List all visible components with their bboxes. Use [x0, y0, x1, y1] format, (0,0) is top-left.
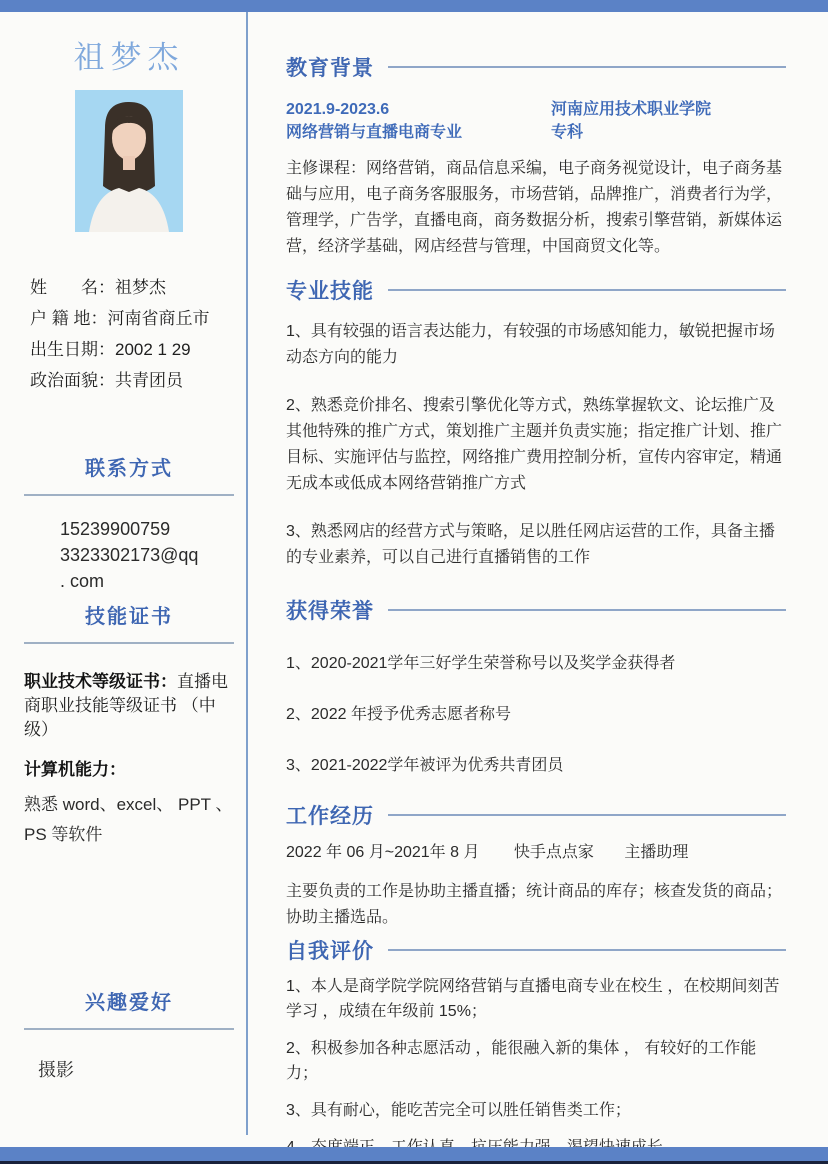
contact-section: [24, 452, 234, 594]
info-row-hometown: [30, 303, 234, 334]
right-column: [286, 52, 786, 1160]
info-value: 2002 1 29: [115, 340, 191, 359]
education-major: 网络营销与直播电商专业: [286, 124, 463, 141]
honor-item-3: 3、2021-2022学年被评为优秀共青团员: [286, 757, 564, 774]
skills-section-title: 专业技能: [286, 280, 374, 303]
info-row-name: [30, 272, 234, 303]
section-rule: [388, 949, 786, 951]
education-right-block: [551, 98, 786, 144]
work-entry: [286, 839, 786, 862]
education-left-block: [286, 98, 551, 144]
certificate-value: 直播电商职业技能等级证书 （中级）: [24, 672, 228, 739]
left-column: [24, 38, 234, 1082]
skill-item-1: 1、具有较强的语言表达能力，有较强的市场感知能力，敏锐把握市场动态方向的能力: [286, 323, 775, 366]
education-school: 河南应用技术职业学院: [551, 101, 712, 118]
certificates-section: [24, 600, 234, 850]
info-value: 河南省商丘市: [107, 309, 210, 328]
education-degree: 专科: [551, 124, 584, 141]
candidate-name: 祖梦杰: [73, 40, 185, 75]
education-entry: [286, 98, 786, 144]
contact-section-title: 联系方式: [24, 452, 234, 496]
certificate-label: 职业技术等级证书：: [24, 672, 177, 691]
work-section-header: [286, 800, 786, 830]
top-accent-bar: [0, 0, 828, 12]
section-rule: [388, 66, 786, 68]
work-company: 快手点点家: [513, 844, 594, 861]
hobbies-section: [24, 986, 234, 1082]
education-period: 2021.9-2023.6: [286, 101, 390, 118]
contact-lines: [24, 516, 234, 594]
honor-item-1: 1、2020-2021学年三好学生荣誉称号以及奖学金获得者: [286, 655, 676, 672]
computer-skills-label: 计算机能力：: [24, 760, 126, 779]
info-label: 姓 名：: [30, 278, 115, 297]
section-rule: [388, 609, 786, 611]
work-section-title: 工作经历: [286, 805, 374, 828]
education-section-header: [286, 52, 786, 82]
honors-section-title: 获得荣誉: [286, 600, 374, 623]
education-section-title: 教育背景: [286, 57, 374, 80]
certificates-body: [24, 670, 234, 850]
info-label: 出生日期：: [30, 340, 115, 359]
honor-item-2: 2、2022 年授予优秀志愿者称号: [286, 706, 511, 723]
info-value: 共青团员: [115, 371, 183, 390]
evaluation-item-2: 2、积极参加各种志愿活动 ，能很融入新的集体 ， 有较好的工作能力；: [286, 1040, 757, 1082]
info-label: 户 籍 地：: [30, 309, 108, 328]
id-photo-illustration: [75, 90, 183, 232]
info-row-birthdate: [30, 334, 234, 365]
evaluation-section-title: 自我评价: [286, 940, 374, 963]
email-line-1: 3323302173@qq: [60, 545, 199, 565]
info-row-political-status: [30, 365, 234, 396]
id-photo: [75, 90, 183, 232]
work-role: 主播助理: [624, 844, 689, 861]
skill-item-2: 2、熟悉竞价排名、搜索引擎优化等方式，熟练掌握软文、论坛推广及其他特殊的推广方式，策划推广主题并负责实施；指定推广计划、推广目标、实施评估与监控，网络推广费用控制分析，宣传内容审定，精通无成本或低成本网络营销推广方式: [286, 397, 783, 492]
hobby-item: 摄影: [38, 1060, 74, 1080]
skills-section-header: [286, 275, 786, 305]
evaluation-item-1: 1、本人是商学院学院网络营销与直播电商专业在校生 ，在校期间刻苦学习 ，成绩在年级前 15%；: [286, 978, 780, 1020]
evaluation-section-header: [286, 935, 786, 965]
evaluation-item-3: 3、具有耐心，能吃苦完全可以胜任销售类工作；: [286, 1102, 631, 1119]
email-line-2: . com: [60, 571, 105, 591]
info-label: 政治面貌：: [30, 371, 115, 390]
column-divider: [246, 12, 248, 1135]
phone-number: 15239900759: [60, 519, 171, 539]
section-rule: [388, 289, 786, 291]
work-description: 主要负责的工作是协助主播直播；统计商品的库存；核查发货的商品；协助主播选品。: [286, 883, 783, 926]
personal-info-list: [24, 272, 234, 396]
bottom-accent-bar: [0, 1147, 828, 1161]
section-rule: [388, 814, 786, 816]
education-courses: 主修课程：网络营销，商品信息采编，电子商务视觉设计，电子商务基础与应用，电子商务客服服务，市场营销，品牌推广，消费者行为学，管理学，广告学，直播电商，商务数据分析，搜索引擎营销，新媒体运营，经济学基础，网店经营与管理，中国商贸文化等。: [286, 160, 783, 255]
certificates-section-title: 技能证书: [24, 600, 234, 644]
honors-section-header: [286, 595, 786, 625]
skill-item-3: 3、熟悉网店的经营方式与策略，足以胜任网店运营的工作，具备主播的专业素养，可以自己进行直播销售的工作: [286, 523, 775, 566]
info-value: 祖梦杰: [115, 278, 166, 297]
work-period: 2022 年 06 月~2021年 8 月: [286, 844, 480, 861]
hobbies-section-title: 兴趣爱好: [24, 986, 234, 1030]
computer-skills-value: 熟悉 word、excel、 PPT 、 PS 等软件: [24, 795, 233, 844]
